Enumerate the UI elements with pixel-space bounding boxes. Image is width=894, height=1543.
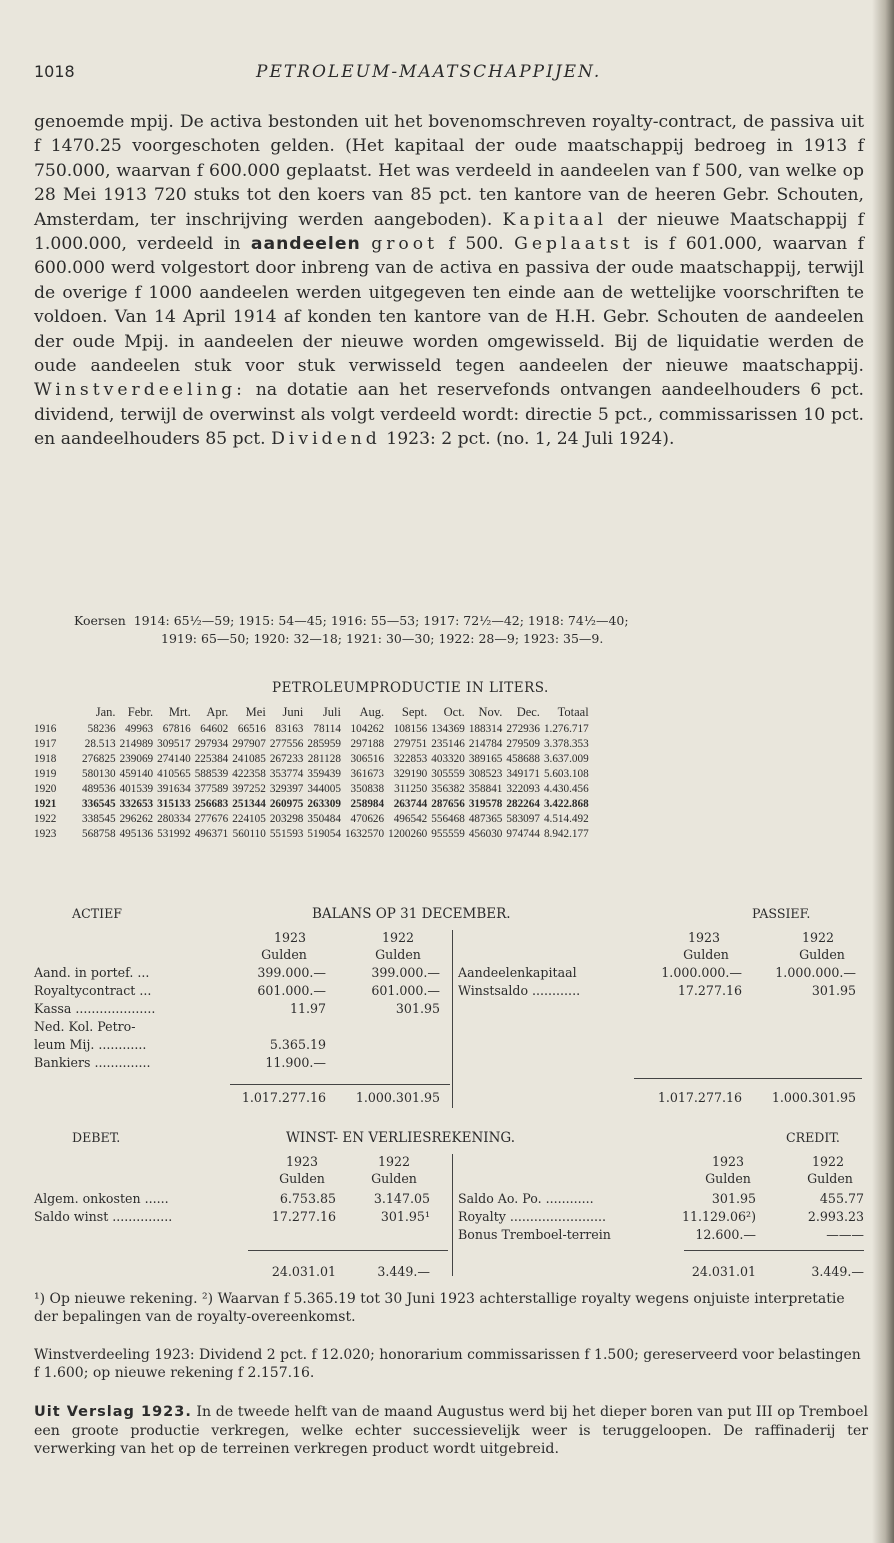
month-header: Febr. xyxy=(127,705,154,719)
page-header xyxy=(34,62,868,86)
production-title: PETROLEUMPRODUCTIE IN LITERS. xyxy=(272,680,549,696)
month-value: 235146 xyxy=(431,737,465,750)
month-header: Oct. xyxy=(443,705,465,719)
asset-value: 601.000.— xyxy=(257,983,326,998)
credit-total-1922: 3.449.— xyxy=(811,1264,864,1279)
asset-value: 11.97 xyxy=(289,1001,326,1016)
month-value: 422358 xyxy=(232,767,266,780)
running-title: PETROLEUM-MAATSCHAPPIJEN. xyxy=(256,62,602,82)
month-value: 489536 xyxy=(82,782,116,795)
paragraph-part: genoemde mpij. De activa bestonden uit het bovenomschreven royalty-contract, de passiva uit f 1470.25 voorgeschoten gelden. (Het kapitaal der oude maatschappij bedroeg in 1913 f 750.000, waarvan f 600.000 geplaatst. Het was verdeeld in aandeelen van f 500, van welke op 28 Mei 1913 720 stuks tot den koers van 85 pct. ten kantore van de heeren Gebr. Schouten, Amsterdam, ter inschrijving werden aangeboden). xyxy=(34,112,864,230)
month-value: 361673 xyxy=(350,767,385,780)
month-value: 49963 xyxy=(125,722,154,735)
month-value: 279751 xyxy=(393,737,428,750)
paragraph-part: is f 601.000, waarvan f 600.000 werd volgestort door inbreng van de activa en passiva der oude maatschappij, terwijl de overige f 1000 aandeelen werden uitgegeven ten einde aan de wettelijke voorschriften te voldoen. Van 14 April 1914 af konden ten kantore van de H.H. Gebr. Schouten de aandeelen der oude Mpij. in aandeelen der nieuwe worden omgewisseld. Bij de liquidatie werden de oude aandeelen stuk voor stuk verwisseld tegen aandeelen der nieuwe maatschappij. xyxy=(34,234,865,377)
month-value: 588539 xyxy=(194,767,229,780)
month-value: 350484 xyxy=(307,812,341,825)
page-number: 1018 xyxy=(34,62,75,81)
row-year: 1916 xyxy=(34,722,57,735)
month-value: 277676 xyxy=(194,812,229,825)
month-value: 531992 xyxy=(157,827,191,840)
unit-1923-right: Gulden xyxy=(683,947,729,962)
footnote: ¹) Op nieuwe rekening. ²) Waarvan f 5.365.19 tot 30 Juni 1923 achterstallige royalty wegens onjuiste interpretatie der bepalingen van de royalty-overeenkomst. xyxy=(34,1291,845,1325)
month-value: 487365 xyxy=(468,812,503,825)
profit-distribution-1923: Winstverdeeling 1923: Dividend 2 pct. f 12.020; honorarium commissarissen f 1.500; gereserveerd voor belastingen f 1.600; op nieuwe rekening f 2.157.16. xyxy=(34,1347,861,1381)
month-value: 391634 xyxy=(157,782,191,795)
month-value: 458688 xyxy=(506,752,540,765)
month-value: 329397 xyxy=(269,782,304,795)
year-1923-right: 1923 xyxy=(687,930,721,945)
credit-value: 301.95 xyxy=(711,1191,756,1206)
production-row xyxy=(34,766,591,781)
year-1922-right: 1922 xyxy=(801,930,835,945)
credit-value: 455.77 xyxy=(819,1191,864,1206)
passief-label: PASSIEF. xyxy=(752,906,811,921)
month-value: 241085 xyxy=(232,752,266,765)
liability-value: 301.95 xyxy=(811,983,856,998)
koersen-line-2: 1919: 65—50; 1920: 32—18; 1921: 30—30; 1922: 28—9; 1923: 35—9. xyxy=(161,631,604,646)
month-value: 214784 xyxy=(468,737,503,750)
row-total: 1.276.717 xyxy=(543,722,589,735)
month-value: 203298 xyxy=(269,812,304,825)
balance-title: BALANS OP 31 DECEMBER. xyxy=(312,906,511,922)
month-value: 358841 xyxy=(468,782,503,795)
assets-total-1923: 1.017.277.16 xyxy=(241,1090,326,1105)
paragraph-part: der nieuwe Maatschappij f 1.000.000, verdeeld in xyxy=(34,209,864,255)
pl-year-1922-right: 1922 xyxy=(811,1154,845,1169)
asset-label: Aand. in portef. ... xyxy=(34,965,150,980)
actief-label: ACTIEF xyxy=(72,906,123,921)
balance-sheet xyxy=(34,900,868,1115)
month-value: 322853 xyxy=(393,752,428,765)
row-total: 8.942.177 xyxy=(543,827,589,840)
month-value: 551593 xyxy=(269,827,304,840)
month-value: 580130 xyxy=(82,767,116,780)
liability-value: 17.277.16 xyxy=(677,983,742,998)
pl-year-1923: 1923 xyxy=(285,1154,319,1169)
month-value: 329190 xyxy=(393,767,428,780)
koersen-label: Koersen xyxy=(74,613,126,628)
month-value: 336545 xyxy=(82,797,116,810)
month-value: 224105 xyxy=(232,812,266,825)
page-edge xyxy=(872,0,894,1543)
debit-value: 3.147.05 xyxy=(373,1191,430,1206)
geplaatst-label: Geplaatst xyxy=(514,234,634,255)
month-value: 279509 xyxy=(506,737,540,750)
month-value: 277556 xyxy=(269,737,304,750)
debit-total-1922: 3.449.— xyxy=(377,1264,430,1279)
credit-value: 2.993.23 xyxy=(807,1209,864,1224)
month-value: 67816 xyxy=(162,722,191,735)
asset-label: Kassa .................... xyxy=(34,1001,156,1016)
debit-value: 6.753.85 xyxy=(279,1191,336,1206)
month-value: 276825 xyxy=(82,752,116,765)
month-value: 274140 xyxy=(157,752,191,765)
paragraph-part: 1923: 2 pct. (no. 1, 24 Juli 1924). xyxy=(386,429,675,450)
month-value: 1200260 xyxy=(388,827,428,840)
month-value: 568758 xyxy=(82,827,116,840)
debit-label: Saldo winst ............... xyxy=(34,1209,173,1224)
asset-label: Bankiers .............. xyxy=(34,1055,151,1070)
month-value: 556468 xyxy=(431,812,465,825)
unit-1922-right: Gulden xyxy=(799,947,845,962)
month-header: Dec. xyxy=(516,705,540,719)
month-header: Apr. xyxy=(206,705,229,719)
paragraph-part: na dotatie aan het reservefonds ontvangen aandeelhouders 6 pct. dividend, terwijl de overwinst als volgt verdeeld wordt: directie 5 pct., commissarissen 10 pct. en aandeelhouders 85 pct. xyxy=(34,380,864,450)
asset-value: 399.000.— xyxy=(257,965,326,980)
koersen-line-1: 1914: 65½—59; 1915: 54—45; 1916: 55—53; 1917: 72½—42; 1918: 74½—40; xyxy=(133,613,629,628)
production-table xyxy=(34,704,591,841)
month-value: 58236 xyxy=(87,722,116,735)
asset-value: 5.365.19 xyxy=(269,1037,326,1052)
row-total: 5.603.108 xyxy=(543,767,589,780)
row-year: 1920 xyxy=(34,782,57,795)
month-header: Mrt. xyxy=(168,705,191,719)
month-value: 459140 xyxy=(119,767,154,780)
month-value: 495136 xyxy=(119,827,154,840)
month-header: Juni xyxy=(282,705,304,719)
month-value: 350838 xyxy=(350,782,385,795)
liability-label: Winstsaldo ............ xyxy=(458,983,581,998)
month-value: 285959 xyxy=(307,737,341,750)
month-value: 410565 xyxy=(157,767,191,780)
pl-unit-1923: Gulden xyxy=(279,1171,325,1186)
month-value: 311250 xyxy=(394,782,428,795)
month-value: 338545 xyxy=(82,812,116,825)
month-header: Nov. xyxy=(478,705,503,719)
month-value: 397252 xyxy=(232,782,266,795)
winstverdeeling-label: Winstverdeeling: xyxy=(34,380,246,401)
credit-value: 12.600.— xyxy=(695,1227,756,1242)
month-header: Sept. xyxy=(401,705,428,719)
groot-label: groot xyxy=(371,234,439,255)
column-divider xyxy=(452,930,453,1108)
row-year: 1918 xyxy=(34,752,57,765)
month-value: 403320 xyxy=(431,752,465,765)
month-value: 297907 xyxy=(232,737,266,750)
liability-value: 1.000.000.— xyxy=(661,965,742,980)
pl-title: WINST- EN VERLIESREKENING. xyxy=(286,1130,516,1146)
month-value: 401539 xyxy=(119,782,154,795)
production-row xyxy=(34,721,591,736)
month-value: 344005 xyxy=(307,782,341,795)
row-year: 1919 xyxy=(34,767,57,780)
month-value: 239069 xyxy=(119,752,154,765)
pl-year-1922: 1922 xyxy=(377,1154,411,1169)
month-value: 78114 xyxy=(313,722,341,735)
month-value: 263309 xyxy=(307,797,341,810)
month-value: 296262 xyxy=(119,812,154,825)
pl-unit-1922-right: Gulden xyxy=(807,1171,853,1186)
production-row xyxy=(34,826,591,841)
pl-unit-1922: Gulden xyxy=(371,1171,417,1186)
production-row xyxy=(34,796,591,811)
month-value: 974744 xyxy=(506,827,540,840)
verslag-label: Uit Verslag 1923. xyxy=(34,1404,192,1420)
production-row xyxy=(34,811,591,826)
pl-total-rule xyxy=(248,1250,448,1251)
month-header: Jan. xyxy=(95,705,116,719)
liability-label: Aandeelenkapitaal xyxy=(458,965,577,980)
credit-label: CREDIT. xyxy=(786,1130,840,1145)
credit-total-1923: 24.031.01 xyxy=(691,1264,756,1279)
month-value: 258984 xyxy=(350,797,385,810)
row-total: 3.378.353 xyxy=(543,737,589,750)
debit-value: 17.277.16 xyxy=(271,1209,336,1224)
month-value: 256683 xyxy=(194,797,229,810)
month-value: 315133 xyxy=(157,797,191,810)
credit-value: 11.129.06²) xyxy=(681,1209,756,1224)
production-row xyxy=(34,736,591,751)
month-value: 263744 xyxy=(393,797,428,810)
month-value: 64602 xyxy=(200,722,229,735)
debit-label: Algem. onkosten ...... xyxy=(34,1191,169,1206)
asset-value: 601.000.— xyxy=(371,983,440,998)
month-value: 308523 xyxy=(468,767,503,780)
month-value: 496542 xyxy=(393,812,428,825)
aandeelen-label: aandeelen xyxy=(250,234,361,255)
unit-1922: Gulden xyxy=(375,947,421,962)
month-value: 356382 xyxy=(431,782,465,795)
month-value: 66516 xyxy=(237,722,266,735)
row-total: 4.430.456 xyxy=(543,782,589,795)
month-value: 519054 xyxy=(307,827,341,840)
month-value: 332653 xyxy=(119,797,154,810)
month-value: 260975 xyxy=(269,797,304,810)
total-rule xyxy=(230,1084,450,1085)
dividend-label: Dividend xyxy=(271,429,381,450)
month-value: 188314 xyxy=(468,722,503,735)
paragraph-part: f 500. xyxy=(448,234,504,255)
company-description xyxy=(34,110,864,452)
year-1922: 1922 xyxy=(381,930,415,945)
production-header-row xyxy=(34,704,591,721)
credit-label: Bonus Tremboel-terrein xyxy=(458,1227,611,1242)
row-total: 4.514.492 xyxy=(543,812,589,825)
pl-column-divider xyxy=(452,1154,453,1276)
month-value: 322093 xyxy=(506,782,540,795)
annual-report-excerpt xyxy=(34,1403,868,1459)
month-value: 955559 xyxy=(431,827,465,840)
month-value: 359439 xyxy=(307,767,341,780)
month-value: 377589 xyxy=(194,782,229,795)
liab-total-1923: 1.017.277.16 xyxy=(657,1090,742,1105)
month-value: 251344 xyxy=(232,797,266,810)
kapitaal-label: Kapitaal xyxy=(502,209,608,230)
month-value: 214989 xyxy=(119,737,154,750)
row-year: 1921 xyxy=(34,797,57,810)
profit-loss-account xyxy=(34,1126,868,1286)
assets-total-1922: 1.000.301.95 xyxy=(355,1090,440,1105)
month-header: Totaal xyxy=(557,705,589,719)
month-value: 267233 xyxy=(269,752,304,765)
asset-value: 11.900.— xyxy=(265,1055,326,1070)
credit-value: ——— xyxy=(826,1227,864,1242)
credit-label: Royalty ........................ xyxy=(458,1209,606,1224)
asset-label: Royaltycontract ... xyxy=(34,983,152,998)
share-prices xyxy=(74,612,874,648)
row-total: 3.422.868 xyxy=(543,797,589,810)
row-year: 1922 xyxy=(34,812,57,825)
liability-value: 1.000.000.— xyxy=(775,965,856,980)
unit-1923: Gulden xyxy=(261,947,307,962)
debit-total-1923: 24.031.01 xyxy=(271,1264,336,1279)
month-value: 272936 xyxy=(506,722,540,735)
month-value: 389165 xyxy=(468,752,503,765)
month-header: Aug. xyxy=(359,705,385,719)
debet-label: DEBET. xyxy=(72,1130,121,1145)
month-value: 309517 xyxy=(157,737,191,750)
asset-label: Ned. Kol. Petro- xyxy=(34,1019,136,1034)
month-value: 353774 xyxy=(269,767,304,780)
month-value: 282264 xyxy=(506,797,540,810)
month-value: 560110 xyxy=(232,827,266,840)
month-value: 108156 xyxy=(393,722,428,735)
production-row xyxy=(34,751,591,766)
year-header xyxy=(34,704,80,721)
month-value: 281128 xyxy=(307,752,341,765)
month-value: 456030 xyxy=(468,827,503,840)
month-value: 104262 xyxy=(350,722,385,735)
asset-value: 301.95 xyxy=(395,1001,440,1016)
month-value: 583097 xyxy=(506,812,540,825)
total-rule-right xyxy=(634,1078,862,1079)
month-value: 134369 xyxy=(431,722,465,735)
month-value: 319578 xyxy=(468,797,503,810)
pl-total-rule-right xyxy=(684,1250,864,1251)
debit-value: 301.95¹ xyxy=(380,1209,430,1224)
month-header: Juli xyxy=(322,705,341,719)
month-value: 349171 xyxy=(506,767,540,780)
month-value: 305559 xyxy=(431,767,465,780)
asset-label: leum Mij. ............ xyxy=(34,1037,147,1052)
row-total: 3.637.009 xyxy=(543,752,589,765)
month-value: 83163 xyxy=(275,722,304,735)
month-value: 225384 xyxy=(194,752,229,765)
month-value: 297934 xyxy=(194,737,229,750)
pl-unit-1923-right: Gulden xyxy=(705,1171,751,1186)
year-1923: 1923 xyxy=(273,930,307,945)
production-body xyxy=(34,721,591,841)
month-value: 496371 xyxy=(194,827,229,840)
month-value: 1632570 xyxy=(344,827,385,840)
pl-year-1923-right: 1923 xyxy=(711,1154,745,1169)
liab-total-1922: 1.000.301.95 xyxy=(771,1090,856,1105)
month-value: 297188 xyxy=(350,737,385,750)
month-value: 28.513 xyxy=(84,737,116,750)
month-header: Mei xyxy=(245,705,266,719)
verslag-text: In de tweede helft van de maand Augustus werd bij het dieper boren van put III op Tremboel een groote productie verkregen, welke echter successievelijk weer is teruggeloopen. De raffinaderij ter verwerking van het op de terreinen verkregen product wordt uitgebreid. xyxy=(34,1404,869,1458)
row-year: 1917 xyxy=(34,737,57,750)
row-year: 1923 xyxy=(34,827,57,840)
month-value: 287656 xyxy=(431,797,465,810)
month-value: 470626 xyxy=(350,812,385,825)
production-row xyxy=(34,781,591,796)
month-value: 306516 xyxy=(350,752,385,765)
month-value: 280334 xyxy=(157,812,191,825)
credit-label: Saldo Ao. Po. ............ xyxy=(458,1191,594,1206)
asset-value: 399.000.— xyxy=(371,965,440,980)
